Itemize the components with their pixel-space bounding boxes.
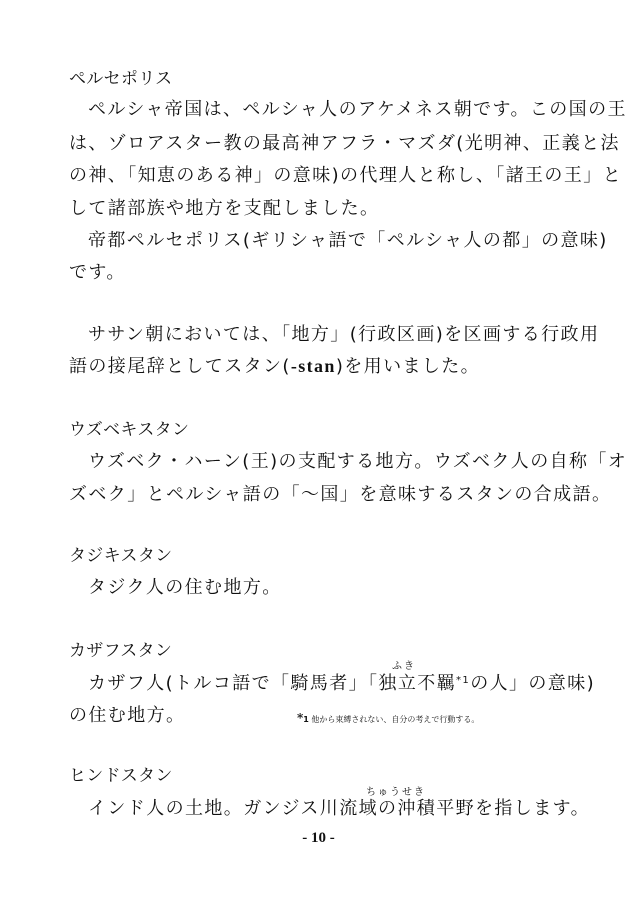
stan-term: -stan — [290, 356, 336, 376]
line-text: )を用いました。 — [335, 356, 481, 377]
paragraph-line: の住む地方。 — [69, 705, 186, 726]
paragraph-line: タジク人の住む地方。 — [88, 577, 282, 598]
footnote-ref: *1 — [456, 675, 471, 686]
paragraph-line: インド人の土地。ガンジス川流域の沖積平野を指します。 — [88, 798, 590, 819]
footnote — [297, 712, 479, 726]
footnote-mark: * — [297, 711, 304, 725]
paragraph-line: ササン朝においては、「地方」(行政区画)を区画する行政用 — [88, 324, 600, 345]
paragraph-line: ウズベク・ハーン(王)の支配する地方。ウズベク人の自称「オ — [88, 451, 628, 472]
footnote-text: 他から束縛されない、自分の考えで行動する。 — [311, 715, 480, 724]
paragraph-line: の神、「知恵のある神」の意味)の代理人と称し、「諸王の王」と — [69, 165, 623, 186]
ruby-fuki: ふき — [392, 661, 416, 672]
paragraph-line: して諸部族や地方を支配しました。 — [69, 198, 380, 219]
heading-hindustan: ヒンドスタン — [69, 766, 173, 786]
heading-tajikistan: タジキスタン — [69, 546, 173, 566]
heading-uzbekistan: ウズベキスタン — [69, 420, 190, 440]
heading-kazakhstan: カザフスタン — [69, 641, 173, 661]
footnote-number: 1 — [303, 715, 309, 724]
line-text: カザフ人(トルコ語で「騎馬者」「独立不羈 — [88, 673, 457, 694]
paragraph-line: ズベク」とペルシャ語の「～国」を意味するスタンの合成語。 — [69, 484, 612, 505]
ruby-chuuseki: ちゅうせき — [366, 787, 426, 798]
line-text: 語の接尾辞としてスタン( — [69, 356, 291, 377]
heading-persepolis: ペルセポリス — [69, 69, 173, 89]
paragraph-line: です。 — [69, 262, 126, 283]
paragraph-line: 帝都ペルセポリス(ギリシャ語で「ペルシャ人の都」の意味) — [88, 230, 608, 251]
paragraph-line: ペルシャ帝国は、ペルシャ人のアケメネス朝です。この国の王 — [88, 99, 627, 120]
paragraph-line — [69, 355, 480, 378]
paragraph-line: は、ゾロアスター教の最高神アフラ・マズダ(光明神、正義と法 — [69, 133, 620, 154]
paragraph-line — [88, 673, 595, 698]
page-number: - 10 - — [302, 830, 335, 846]
line-text: の人」の意味) — [470, 673, 596, 694]
